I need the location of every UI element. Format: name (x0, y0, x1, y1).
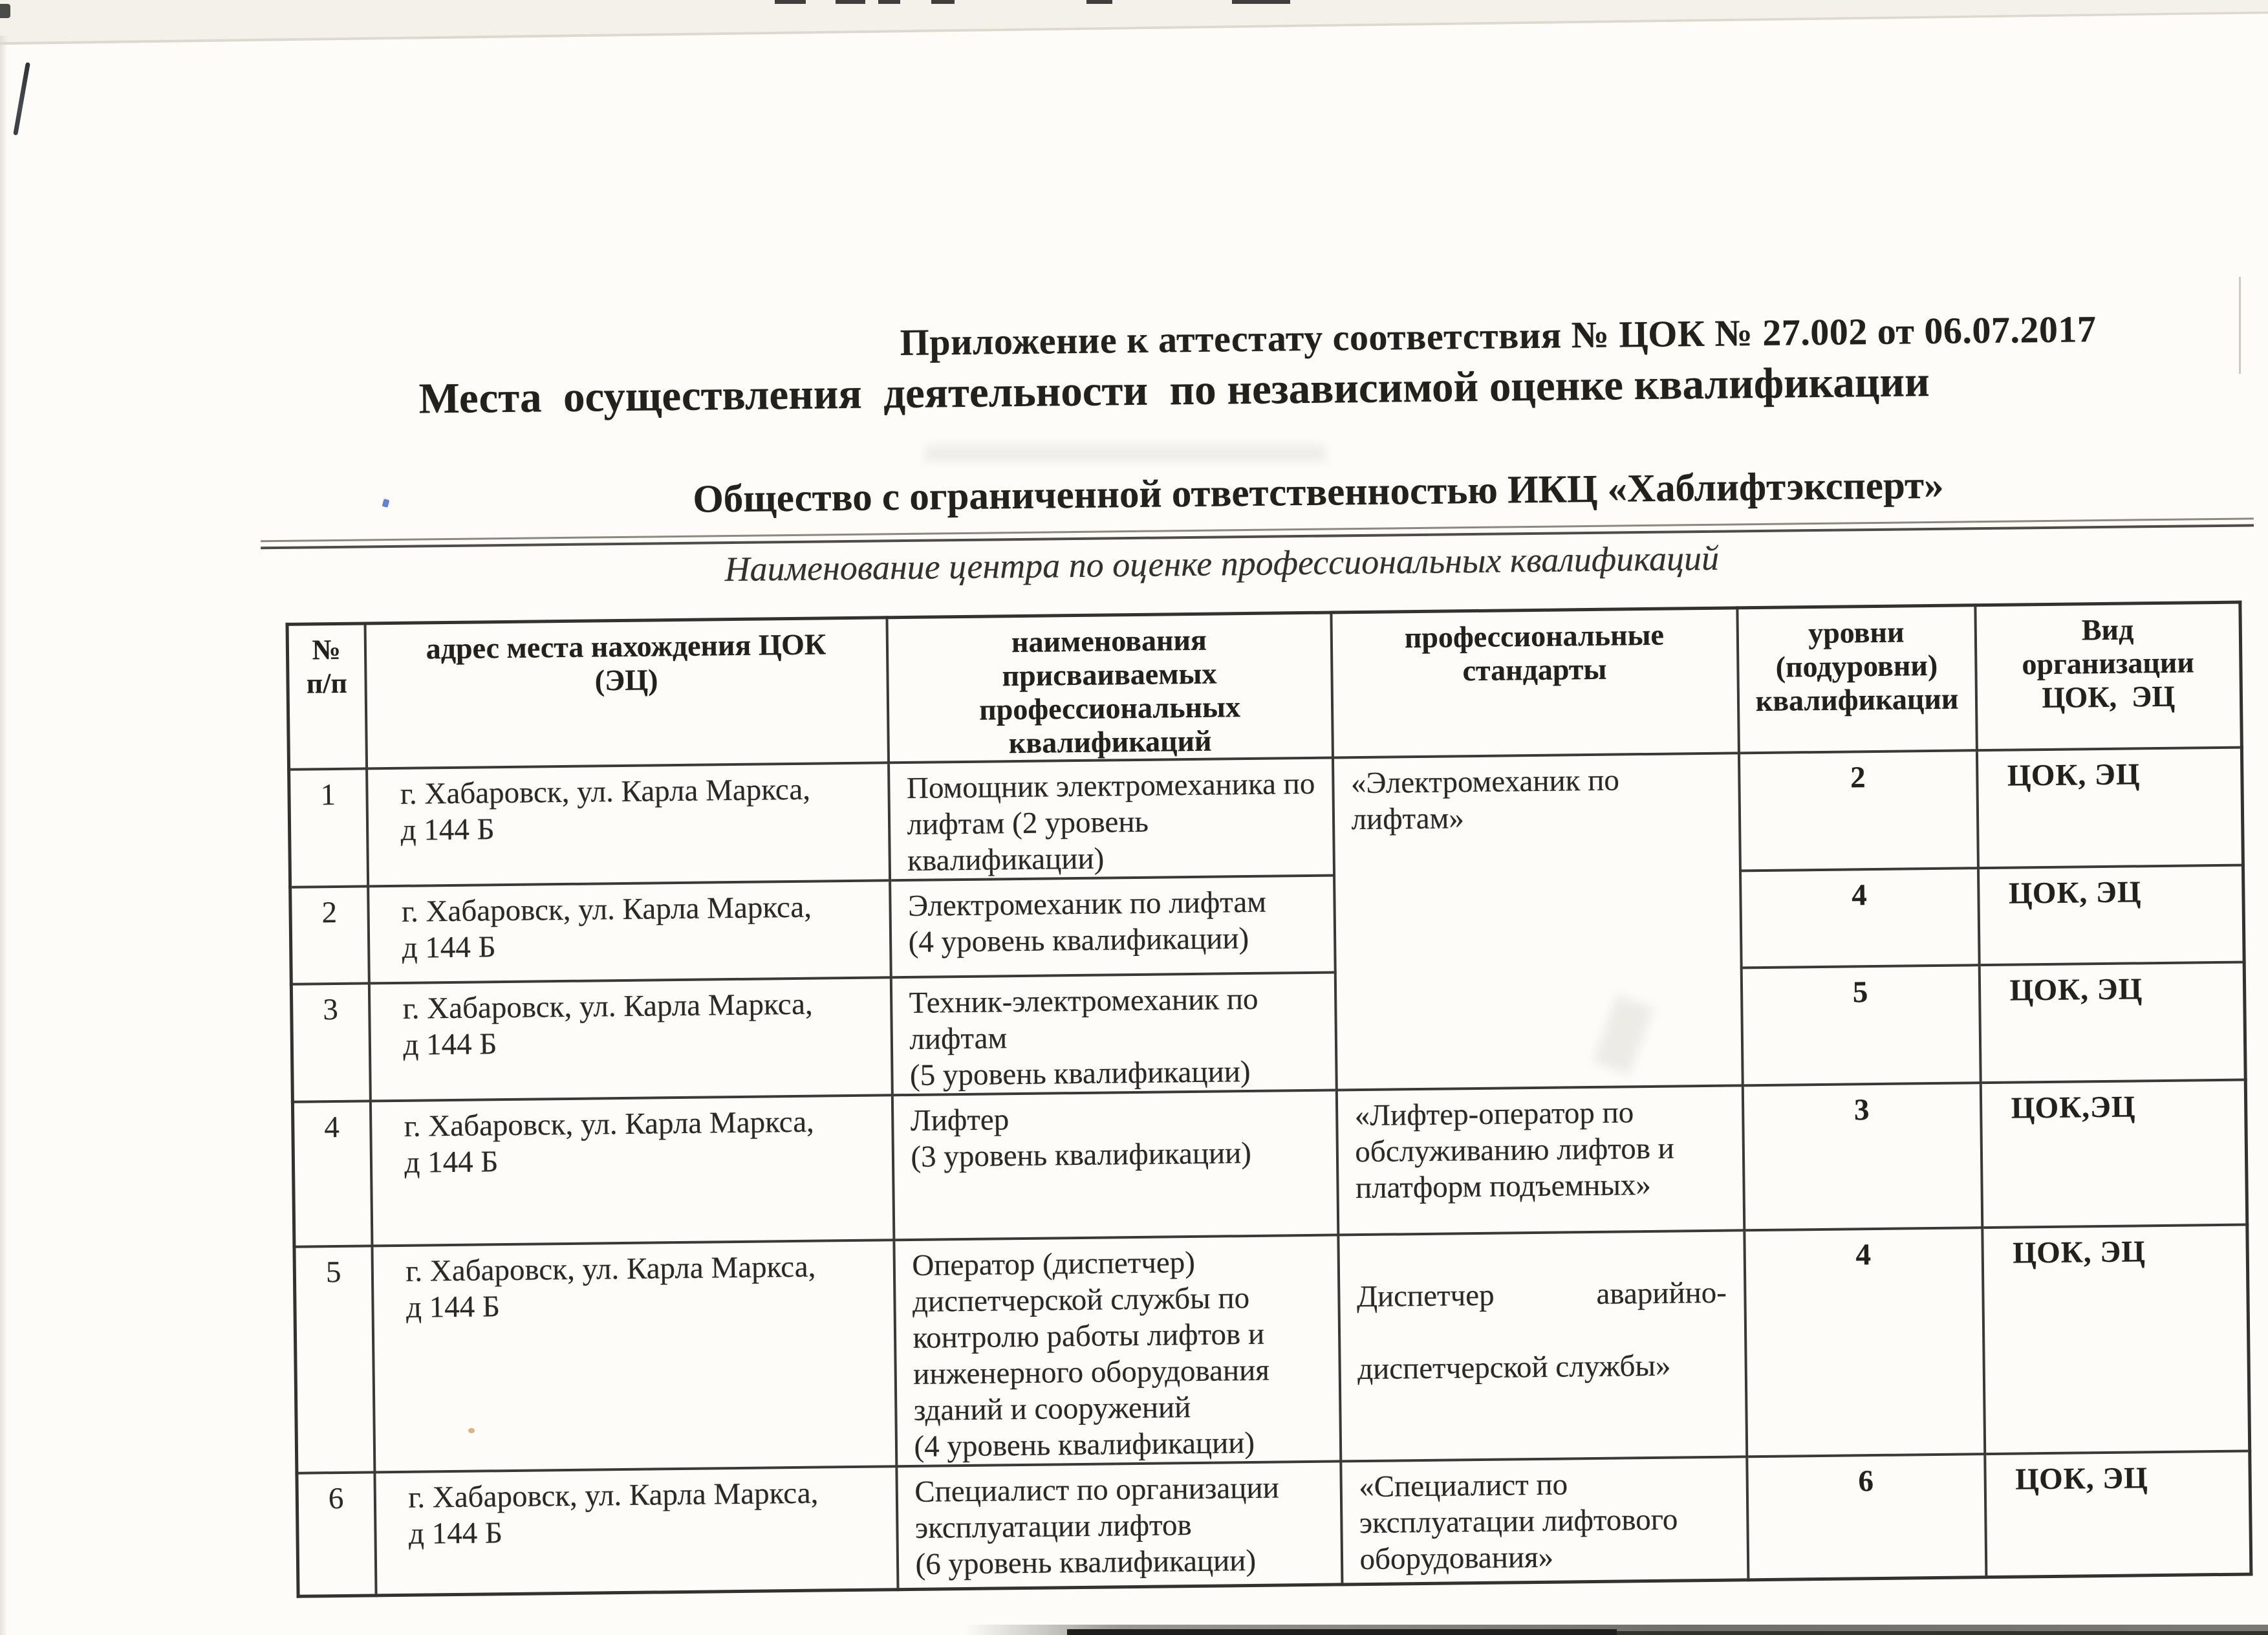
col-header-levels: уровни (подуровни) квалификации (1737, 605, 1977, 753)
standard-cell: «Электромеханик по лифтам» (1332, 753, 1742, 1090)
table-row (294, 1225, 2250, 1473)
address-cell: г. Хабаровск, ул. Карла Маркса, д 144 Б (374, 1466, 898, 1595)
org-type-cell: ЦОК,ЭЦ (1980, 1080, 2247, 1228)
qualifications-table (285, 601, 2252, 1598)
address-cell: г. Хабаровск, ул. Карла Маркса, д 144 Б (369, 977, 892, 1101)
standard-word-right: аварийно- (1596, 1275, 1727, 1311)
org-type-cell: ЦОК, ЭЦ (1979, 962, 2245, 1083)
level-cell: 2 (1738, 750, 1978, 871)
qualification-cell: Специалист по организации эксплуатации лифтов (6 уровень квалификации) (896, 1461, 1342, 1589)
level-cell: 6 (1747, 1454, 1986, 1579)
standard-cell (1338, 1230, 1747, 1461)
annex-line: Приложение к аттестату соответствия № ЦОК № 27.002 от 06.07.2017 (900, 308, 2097, 364)
standard-justified-line (1357, 1275, 1731, 1316)
col-header-num: № п/п (287, 623, 367, 770)
standard-line2: диспетчерской службы» (1357, 1348, 1671, 1387)
address-cell: г. Хабаровск, ул. Карла Маркса, д 144 Б (368, 880, 891, 983)
table-row (292, 1080, 2247, 1247)
table-row (297, 1451, 2251, 1596)
qualification-cell: Оператор (диспетчер) диспетчерской службы по контролю работы лифтов и инженерного оборудования зданий и сооружений (4 уровень квалификации) (894, 1235, 1341, 1466)
address-cell: г. Хабаровск, ул. Карла Маркса, д 144 Б (372, 1240, 896, 1472)
organization-name: Общество с ограниченной ответственностью ИКЦ «Хаблифтэксперт» (692, 463, 1944, 521)
col-header-org-type: Вид организации ЦОК, ЭЦ (1975, 602, 2242, 750)
row-num-cell: 3 (291, 983, 370, 1101)
level-cell: 3 (1742, 1083, 1982, 1230)
scanner-strip-bottom-edge (1617, 1631, 2268, 1635)
address-cell: г. Хабаровск, ул. Карла Маркса, д 144 Б (367, 763, 890, 886)
page-title: Места осуществления деятельности по независимой оценке квалификации (418, 358, 1930, 423)
scanner-strip-bottom-dark (1067, 1629, 1617, 1635)
org-type-cell: ЦОК, ЭЦ (1982, 1225, 2250, 1455)
row-num-cell: 2 (290, 886, 369, 984)
qualification-cell: Лифтер (3 уровень квалификации) (892, 1090, 1337, 1240)
row-num-cell: 5 (294, 1246, 374, 1473)
org-type-cell: ЦОК, ЭЦ (1985, 1451, 2251, 1577)
table-row (289, 748, 2243, 887)
col-header-qualifications: наименования присваиваемых профессиональных квалификаций (887, 612, 1333, 763)
col-header-standards: профессиональные стандарты (1331, 608, 1739, 758)
table-header-row (287, 602, 2241, 770)
row-num-cell: 6 (297, 1472, 376, 1596)
standard-cell: «Лифтер-оператор по обслуживанию лифтов и платформ подъемных» (1336, 1085, 1744, 1235)
address-cell: г. Хабаровск, ул. Карла Маркса, д 144 Б (370, 1095, 893, 1246)
org-type-cell: ЦОК, ЭЦ (1976, 748, 2243, 869)
table-row (291, 962, 2245, 1102)
rule-caption: Наименование центра по оценке профессиональных квалификаций (724, 538, 1720, 589)
qualification-cell: Помощник электромеханика по лифтам (2 уровень квалификации) (889, 758, 1334, 881)
level-cell: 4 (1740, 868, 1979, 968)
row-num-cell: 4 (292, 1101, 372, 1246)
standard-cell: «Специалист по эксплуатации лифтового оборудования» (1341, 1456, 1748, 1584)
level-cell: 5 (1741, 965, 1980, 1085)
level-cell: 4 (1744, 1228, 1985, 1456)
qualification-cell: Техник-электромеханик по лифтам (5 уровень квалификации) (891, 972, 1336, 1095)
standard-word-left: Диспетчер (1356, 1278, 1495, 1314)
row-num-cell: 1 (289, 768, 368, 887)
col-header-address: адрес места нахождения ЦОК (ЭЦ) (365, 618, 888, 769)
ink-speck-orange (468, 1428, 475, 1433)
org-type-cell: ЦОК, ЭЦ (1978, 865, 2244, 966)
qualification-cell: Электромеханик по лифтам (4 уровень квалификации) (890, 876, 1335, 978)
